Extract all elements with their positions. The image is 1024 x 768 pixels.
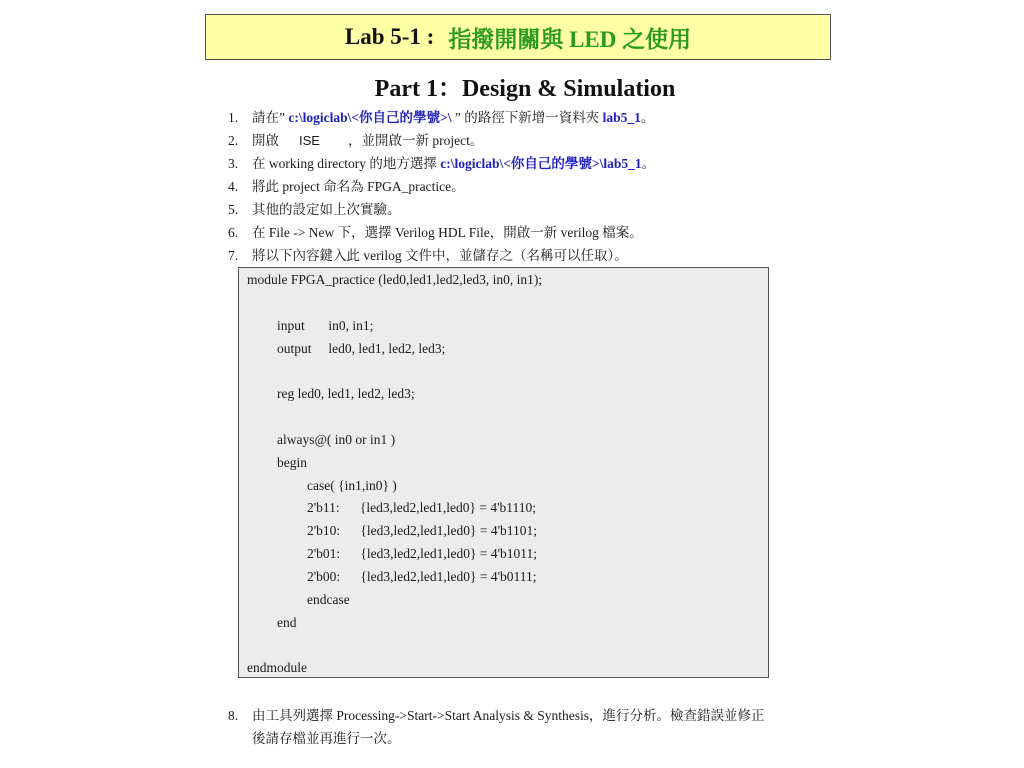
step-2 xyxy=(228,129,848,152)
code-line: end xyxy=(277,615,297,630)
code-line: 2'b01: {led3,led2,led1,led0} = 4'b1011; xyxy=(307,546,538,561)
step-text: 其他的設定如上次實驗。 xyxy=(252,202,401,217)
code-block xyxy=(238,267,769,678)
ise-label: ISE xyxy=(299,133,320,148)
code-line: reg led0, led1, led2, led3; xyxy=(277,386,415,401)
code-line: case( {in1,in0} ) xyxy=(307,478,397,493)
code-line: 2'b11: {led3,led2,led1,led0} = 4'b1110; xyxy=(307,500,537,515)
code-line: always@( in0 or in1 ) xyxy=(277,432,396,447)
lab-number: Lab 5-1 : xyxy=(344,24,435,49)
step-text: 將以下內容鍵入此 verilog 文件中，並儲存之（名稱可以任取）。 xyxy=(252,248,628,263)
code-line: module FPGA_practice (led0,led1,led2,led3, in0, in1); xyxy=(247,272,543,287)
title-banner xyxy=(205,14,831,60)
code-line: 2'b10: {led3,led2,led1,led0} = 4'b1101; xyxy=(307,523,538,538)
step-text: 開啟 ISE ，並開啟一新 project。 xyxy=(252,133,484,148)
step-1 xyxy=(228,106,848,129)
step-6 xyxy=(228,221,848,244)
step-7 xyxy=(228,244,848,267)
path-text: c:\logiclab\<你自己的學號>\lab5_1 xyxy=(440,156,642,171)
step-text: 將此 project 命名為 FPGA_practice。 xyxy=(252,179,465,194)
step-number: 3. xyxy=(228,156,239,171)
path-text: c:\logiclab\<你自己的學號>\ xyxy=(288,110,452,125)
step-text: 在 working directory 的地方選擇 c:\logiclab\<你自己的學號>\lab5_1。 xyxy=(252,156,656,171)
step-5 xyxy=(228,198,848,221)
code-line: 2'b00: {led3,led2,led1,led0} = 4'b0111; xyxy=(307,569,537,584)
code-line: input in0, in1; xyxy=(277,318,374,333)
step-number: 8. xyxy=(228,708,239,723)
step-number: 5. xyxy=(228,202,239,217)
code-line: endcase xyxy=(307,592,350,607)
code-line: endmodule xyxy=(247,660,307,675)
step-text: 請在” c:\logiclab\<你自己的學號>\ ” 的路徑下新增一資料夾 lab5_1。 xyxy=(252,110,655,125)
part-title: Part 1：Design & Simulation xyxy=(374,76,676,102)
step-4 xyxy=(228,175,848,198)
step-text: 在 File -> New 下，選擇 Verilog HDL File，開啟一新 verilog 檔案。 xyxy=(252,225,643,240)
step-number: 6. xyxy=(228,225,239,240)
lab-subtitle: 指撥開關與 LED 之使用 xyxy=(448,26,692,52)
step-number: 2. xyxy=(228,133,239,148)
step-number: 1. xyxy=(228,110,239,125)
folder-name: lab5_1 xyxy=(602,110,641,125)
step-3 xyxy=(228,152,848,175)
step-list xyxy=(228,106,848,267)
code-line: begin xyxy=(277,455,307,470)
step-text: 由工具列選擇 Processing->Start->Start Analysis & Synthesis，進行分析。檢查錯誤並修正 後請存檔並再進行一次。 xyxy=(252,708,765,746)
code-line: output led0, led1, led2, led3; xyxy=(277,341,446,356)
step-number: 4. xyxy=(228,179,239,194)
step-number: 7. xyxy=(228,248,239,263)
